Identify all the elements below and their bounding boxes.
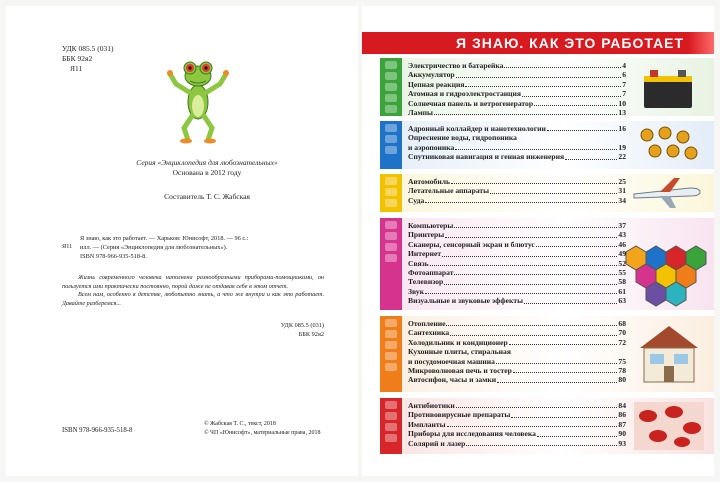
toc-entry-title: Телевизор	[408, 277, 444, 287]
toc-leader-dots	[466, 445, 617, 446]
toc-entry-page: 22	[618, 152, 626, 162]
contents-title-bar	[362, 32, 714, 54]
section-icon-strip	[380, 218, 402, 310]
toc-leader-dots	[454, 274, 617, 275]
toc-entry-title: Летательные аппараты	[408, 186, 490, 196]
udc-code: УДК 085.5 (031)	[62, 44, 114, 53]
toc-leader-dots	[497, 382, 617, 383]
bbk-code-bottom: ББК 92я2	[298, 331, 324, 338]
toc-leader-dots	[425, 293, 617, 294]
toc-entry[interactable]	[408, 61, 626, 70]
toc-entry-title: Лампы	[408, 108, 433, 118]
section-category-icon	[385, 412, 397, 420]
toc-leader-dots	[536, 246, 618, 247]
toc-leader-dots	[446, 325, 617, 326]
section-category-icon	[385, 330, 397, 338]
section-category-icon	[385, 135, 397, 143]
toc-entry-page: 80	[618, 375, 626, 385]
toc-entry-page: 68	[618, 319, 626, 328]
section-category-icon	[385, 341, 397, 349]
toc-entry-page: 90	[618, 429, 626, 439]
toc-entry-page: 4	[622, 61, 626, 70]
toc-entry[interactable]	[408, 80, 626, 89]
toc-leader-dots	[465, 86, 621, 87]
toc-entry-title: Цепная реакция	[408, 79, 465, 89]
toc-leader-dots	[524, 303, 617, 304]
toc-entry-title: Кухонные плиты, стиральная	[408, 347, 511, 357]
toc-entry[interactable]	[408, 366, 626, 375]
toc-entry-title: и посудомоечная машина	[408, 356, 495, 366]
battery-icon	[638, 62, 700, 117]
toc-entry-page: 46	[618, 239, 626, 249]
toc-entry[interactable]	[408, 429, 626, 438]
toc-entry-title: Импланты	[408, 419, 446, 429]
annotation-paragraph: Всем нам, особенно в детстве, любопытно знать, а что же внутри и как это работает. Давайте разберемся...	[62, 291, 324, 307]
bbk-code: ББК 92я2	[62, 54, 93, 63]
toc-entry-title: Автосифон, часы и замки	[408, 375, 497, 385]
toc-entry-title: Адронный коллайдер и нанотехнологии	[408, 124, 546, 133]
toc-entry-title: Визуальные и звуковые эффекты	[408, 296, 524, 306]
toc-entry-title: Суда	[408, 195, 425, 205]
toc-leader-dots	[537, 436, 617, 437]
toc-leader-dots	[442, 256, 617, 257]
toc-entry-page: 86	[618, 410, 626, 420]
toc-leader-dots	[454, 227, 617, 228]
copyright-rights: © ЧП «Юнисофт», материальные права, 2018	[204, 430, 321, 436]
section-category-icon	[385, 221, 397, 229]
toc-entry-title: Опреснение воды, гидропоника	[408, 133, 517, 143]
toc-entry-title: и аэропоника	[408, 142, 455, 152]
toc-entry[interactable]	[408, 221, 626, 230]
toc-entry-page: 13	[618, 108, 626, 118]
toc-leader-dots	[522, 96, 621, 97]
toc-entry-title: Сантехника	[408, 328, 450, 338]
copyright	[204, 420, 354, 438]
author-index: Я11	[70, 64, 83, 73]
copyright-text: © Жабская Т. С., текст, 2018	[204, 421, 276, 427]
section-category-icon	[385, 146, 397, 154]
toc-entry[interactable]	[408, 99, 626, 108]
section-category-icon	[385, 105, 397, 113]
toc-entry[interactable]	[408, 439, 626, 448]
section-category-icon	[385, 401, 397, 409]
toc-leader-dots	[513, 372, 618, 373]
founded-line: Основана в 2012 году	[172, 168, 242, 177]
toc-leader-dots	[430, 265, 618, 266]
toc-entry-page: 61	[618, 286, 626, 296]
toc-entries	[408, 61, 626, 117]
toc-entry[interactable]	[408, 347, 626, 356]
section-icon-strip	[380, 174, 402, 212]
toc-entry-title: Холодильник и кондиционер	[408, 337, 508, 347]
frog-illustration	[166, 44, 230, 144]
toc-entry[interactable]	[408, 152, 626, 161]
toc-leader-dots	[511, 417, 617, 418]
section-science	[380, 121, 714, 169]
section-category-icon	[385, 352, 397, 360]
section-category-icon	[385, 319, 397, 327]
toc-leader-dots	[547, 130, 618, 131]
toc-entry-title: Солнечная панель и ветрогенератор	[408, 98, 534, 108]
toc-entry-title: Фотоаппарат	[408, 268, 454, 278]
toc-leader-dots	[490, 193, 617, 194]
toc-entry[interactable]	[408, 108, 626, 117]
toc-entry-title: Связь	[408, 258, 429, 268]
bib-isbn: ISBN 978-966-935-518-8.	[80, 253, 147, 260]
toc-entry[interactable]	[408, 338, 626, 347]
toc-entry-title: Атомная и гидроэлектростанция	[408, 89, 522, 99]
compiler-line: Составитель Т. С. Жабская	[164, 192, 250, 201]
toc-entry-page: 78	[618, 366, 626, 376]
isbn: ISBN 978-966-935-518-8	[62, 427, 133, 434]
house-icon	[634, 320, 704, 391]
honeycomb-icon	[616, 239, 712, 313]
toc-entry-page: 49	[618, 249, 626, 259]
toc-entry[interactable]	[408, 357, 626, 366]
toc-entry[interactable]	[408, 375, 626, 384]
toc-entry-page: 72	[618, 337, 626, 347]
toc-leader-dots	[450, 335, 617, 336]
toc-entry-title: Автомобиль	[408, 177, 450, 186]
contents-page	[362, 6, 714, 476]
molecule-icon	[635, 123, 701, 172]
toc-leader-dots	[509, 344, 618, 345]
section-category-icon	[385, 199, 397, 207]
toc-entry-page: 31	[618, 186, 626, 196]
bib-line-1: Я знаю, как это работает. — Харьков: Юнисофт, 2018. — 96 с.:	[80, 235, 249, 242]
toc-entry-title: Сканеры, сенсорный экран и блютус	[408, 239, 535, 249]
toc-entry[interactable]	[408, 287, 626, 296]
bib-author-index: Я11	[62, 243, 73, 250]
toc-entry-page: 63	[618, 296, 626, 306]
catalog-codes-bottom	[256, 321, 324, 339]
toc-entry-page: 7	[622, 89, 626, 99]
udc-code-bottom: УДК 085.5 (031)	[280, 322, 324, 329]
toc-leader-dots	[565, 159, 617, 160]
section-home	[380, 316, 714, 392]
toc-entry[interactable]	[408, 410, 626, 419]
section-category-icon	[385, 61, 397, 69]
section-energy	[380, 58, 714, 116]
bibliographic-record	[80, 234, 324, 261]
series-line: Серия «Энциклопедия для любознательных»	[136, 158, 278, 167]
section-category-icon	[385, 177, 397, 185]
title-bar-stripe	[688, 32, 714, 54]
toc-leader-dots	[455, 149, 617, 150]
cells-icon	[634, 402, 704, 455]
toc-entry[interactable]	[408, 70, 626, 79]
section-transport	[380, 174, 714, 212]
toc-entries	[408, 177, 626, 205]
toc-entry-title: Интернет	[408, 249, 442, 259]
toc-entry[interactable]	[408, 186, 626, 195]
imprint-page	[6, 6, 358, 476]
toc-entry-page: 52	[618, 258, 626, 268]
section-category-icon	[385, 363, 397, 371]
toc-entry-page: 10	[618, 98, 626, 108]
toc-entry-page: 58	[618, 277, 626, 287]
toc-entry-page: 7	[622, 79, 626, 89]
toc-entry[interactable]	[408, 143, 626, 152]
toc-leader-dots	[451, 183, 617, 184]
toc-entry-title: Спутниковая навигация и генная инженерия	[408, 152, 565, 162]
toc-entry[interactable]	[408, 124, 626, 133]
toc-entry[interactable]	[408, 249, 626, 258]
toc-entry[interactable]	[408, 230, 626, 239]
bib-line-2: илл. — (Серия «Энциклопедия для любознательных»).	[80, 244, 228, 251]
toc-leader-dots	[504, 67, 621, 68]
section-category-icon	[385, 243, 397, 251]
toc-entry-title: Противовирусные препараты	[408, 410, 511, 420]
toc-entry[interactable]	[408, 268, 626, 277]
toc-entry-title: Антибиотики	[408, 401, 455, 410]
section-medicine	[380, 398, 714, 454]
annotation-paragraph: Жизнь современного человека наполнена разнообразными приборами-помощниками, он пользуется ими практически постоянно, порой даже не отдавая себе в этом отчет.	[62, 274, 324, 290]
section-category-icon	[385, 124, 397, 132]
section-icon-strip	[380, 316, 402, 392]
section-category-icon	[385, 254, 397, 262]
toc-entries	[408, 124, 626, 162]
toc-entry-title: Микроволновая печь и тостер	[408, 366, 512, 376]
section-electronics	[380, 218, 714, 310]
toc-entry-title: Солярий и лазер	[408, 438, 466, 448]
toc-entry-page: 84	[618, 401, 626, 410]
toc-entry[interactable]	[408, 196, 626, 205]
airplane-icon	[630, 176, 704, 215]
toc-leader-dots	[447, 426, 618, 427]
section-icon-strip	[380, 398, 402, 454]
toc-leader-dots	[425, 202, 617, 203]
annotation	[62, 274, 324, 308]
toc-leader-dots	[444, 284, 617, 285]
toc-entry-title: Аккумулятор	[408, 70, 455, 80]
toc-entry-title: Отопление	[408, 319, 446, 328]
section-category-icon	[385, 83, 397, 91]
toc-entry[interactable]	[408, 177, 626, 186]
section-category-icon	[385, 232, 397, 240]
toc-entry[interactable]	[408, 319, 626, 328]
toc-entry-page: 34	[618, 195, 626, 205]
toc-entry[interactable]	[408, 240, 626, 249]
toc-entry-page: 55	[618, 268, 626, 278]
toc-entry[interactable]	[408, 89, 626, 98]
toc-entry-page: 37	[618, 221, 626, 230]
toc-leader-dots	[434, 114, 617, 115]
toc-leader-dots	[456, 407, 618, 408]
toc-leader-dots	[445, 237, 617, 238]
toc-entry-page: 19	[618, 142, 626, 152]
section-icon-strip	[380, 58, 402, 116]
toc-entries	[408, 401, 626, 448]
section-category-icon	[385, 434, 397, 442]
toc-entry-page: 93	[618, 438, 626, 448]
toc-entry-title: Принтеры	[408, 230, 445, 240]
toc-entry-page: 87	[618, 419, 626, 429]
section-category-icon	[385, 423, 397, 431]
toc-entry[interactable]	[408, 277, 626, 286]
toc-leader-dots	[496, 363, 617, 364]
toc-entry[interactable]	[408, 296, 626, 305]
contents-title: Я ЗНАЮ. КАК ЭТО РАБОТАЕТ	[456, 35, 685, 51]
toc-entry[interactable]	[408, 401, 626, 410]
toc-leader-dots	[456, 77, 622, 78]
toc-entry-page: 25	[618, 177, 626, 186]
toc-entry-page: 70	[618, 328, 626, 338]
section-category-icon	[385, 188, 397, 196]
toc-entry-page: 43	[618, 230, 626, 240]
toc-entry-title: Компьютеры	[408, 221, 454, 230]
toc-entry-page: 16	[618, 124, 626, 133]
toc-entry-title: Электричество и батарейка	[408, 61, 504, 70]
toc-entries	[408, 221, 626, 306]
section-category-icon	[385, 94, 397, 102]
toc-leader-dots	[534, 105, 617, 106]
section-category-icon	[385, 72, 397, 80]
toc-entry-title: Звук	[408, 286, 425, 296]
toc-entries	[408, 319, 626, 385]
toc-entry[interactable]	[408, 259, 626, 268]
catalog-codes	[62, 44, 114, 74]
section-icon-strip	[380, 121, 402, 169]
toc-entry[interactable]	[408, 420, 626, 429]
toc-entry-page: 6	[622, 70, 626, 80]
toc-entry-title: Приборы для исследования человека	[408, 429, 536, 439]
toc-entry-page: 75	[618, 356, 626, 366]
toc-entry[interactable]	[408, 328, 626, 337]
toc-entry[interactable]	[408, 133, 626, 142]
